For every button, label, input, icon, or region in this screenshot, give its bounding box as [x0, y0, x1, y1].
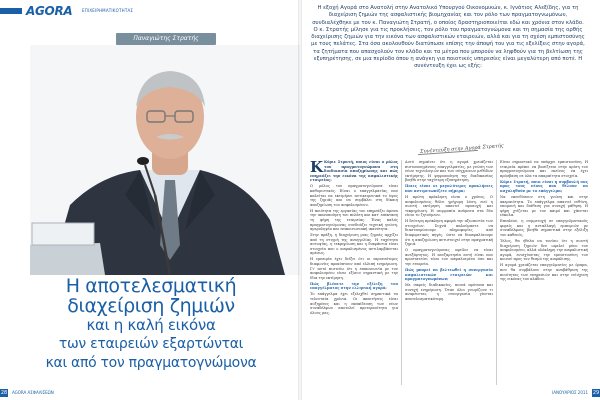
column-paragraph: Η πρώτη πρόκληση είναι ο χρόνος. Ο ασφαλισμένος θέλει γρήγορη λύση, ενώ η σωστή εκτίμηση απαιτεί προσοχή και τεκμηρίωση. Η ισορροπία ανάμεσα στα δύο είναι το ζητούμενο.: [405, 194, 493, 218]
magazine-subtitle: ΕΠΙΧΕΙΡΗΜΑΤΙΚΟΤΗΤΑΣ: [82, 8, 134, 13]
page-number-left: 28: [0, 390, 8, 396]
column-paragraph: [310, 282, 398, 291]
column-paragraph: Τέλος, θα ήθελα να τονίσω ότι η σωστή διαχείριση ζημιών δεν ωφελεί μόνο τον ασφαλισμένο, αλλά ολόκληρη την ασφαλιστική αγορά, ενισχύοντας την εμπιστοσύνη του κοινού προς τον θεσμό της ασφάλισης.: [500, 239, 588, 262]
article-body: [310, 160, 592, 385]
column-paragraph: Επιπλέον, η συμμετοχή σε επαγγελματικούς φορείς και η ανταλλαγή εμπειριών με συναδέλφους βοηθά σημαντικά στην εξέλιξη του καθενός.: [500, 219, 588, 238]
column-paragraph: [500, 180, 588, 194]
column-paragraph: Είναι σημαντικό να υπάρχει εμπιστοσύνη. Η εταιρεία πρέπει να βασίζεται στην κρίση του πραγματογνώμονα και εκείνος να έχει πρόσβαση σε όλα τα απαραίτητα στοιχεία.: [500, 160, 588, 178]
intro-paragraph: Η εξοχή Αγορά στο Ανατολή στην Ανατολικό Υπουργού Οικονομικών, κ. Ιγνάτιος Αλεξίδης, για τη διαχείριση ζημιών της ασφαλιστικής βιομηχανίας και τον ρόλο των πραγματογνωμόνων, συνδιαλέχθηκε με τον κ. Παναγιώτη Στρατή, ο οποίος δραστηριοποιείται εδώ και χρόνια στον κλάδο. Ο κ. Στρατής μίλησε για τις προκλήσεις, τον ρόλο του πραγματογνώμονα και τη σημασία της ορθής διαχείρισης ζημιών για την εικόνα των ασφαλιστικών εταιρειών, αλλά και για τη σχέση εμπιστοσύνης με τους πελάτες. Στα όσα ακολουθούν διατύπωσε επίσης την άποψή του για τις εξελίξεις στην αγορά, τα ζητήματα που απασχολούν τον κλάδο και τα μέτρα που μπορούν να ληφθούν για τη βελτίωση της εξυπηρέτησης, σε μια περίοδο όπου η ανάγκη για ποιοτικές υπηρεσίες είναι μεγαλύτερη από ποτέ. Η συνέντευξη έχει ως εξής:: [311, 5, 585, 70]
headline: [6, 276, 296, 373]
column-paragraph: Ο ρόλος του πραγματογνώμονα είναι καθοριστικός. Είναι ο επαγγελματίας που καλείται να εκτιμήσει αντικειμενικά το ύψος της ζημιάς και να συμβάλει στη δίκαιη αποζημίωση του ασφαλισμένου.: [310, 184, 398, 207]
masthead-bar: [0, 8, 22, 14]
page-spine: [298, 0, 302, 400]
column-paragraph: [405, 268, 493, 282]
question-text: Πώς βλέπετε την εξέλιξη του επαγγέλματος στην ελληνική αγορά;: [310, 281, 398, 291]
headline-line-2: διαχείριση ζημιών: [67, 295, 235, 317]
footer-right-text: ΙΑΝΟΥΑΡΙΟΣ 2011: [552, 390, 588, 395]
column-divider: [401, 160, 402, 385]
masthead: [0, 0, 300, 30]
headline-line-4: των εταιρειών εξαρτώνται: [58, 336, 244, 352]
article-column-1: [310, 160, 398, 385]
column-paragraph: Η ποιότητα της εργασίας του επηρεάζει άμεσα την ικανοποίηση του πελάτη και κατ' επέκταση τη φήμη της εταιρείας. Ένας καλός πραγματογνώμονας συνδυάζει τεχνική γνώση, αμεροληψία και επικοινωνιακή ικανότητα.: [310, 208, 398, 232]
column-paragraph: Να επενδύσουν στη γνώση και στην ακεραιότητα. Το επάγγελμα απαιτεί ευθύνη, υπομονή και διάθεση για συνεχή μάθηση. Η φήμη χτίζεται με τον καιρό και χάνεται εύκολα.: [500, 194, 588, 218]
headline-line-5: και από τον πραγματογνώμονα: [45, 355, 257, 371]
footer-left-text: AGORA ΑΣΦΑΛΙΣΕΩΝ: [12, 390, 54, 395]
column-paragraph: Ο πραγματογνώμονας οφείλει να είναι ανεξάρτητος. Η ανεξαρτησία αυτή είναι που προστατεύει τόσο τον ασφαλισμένο όσο και την εταιρεία.: [405, 248, 493, 267]
column-paragraph: Στην πράξη, η διαχείριση μιας ζημιάς αρχίζει από τη στιγμή της αναγγελίας. Η ταχύτητα αυτοψίας, η τεκμηρίωση και η διαφάνεια είναι στοιχεία που ο ασφαλισμένος αντιλαμβάνεται αμέσως.: [310, 233, 398, 256]
question-text: Πώς μπορεί να βελτιωθεί η συνεργασία ασφαλιστικών εταιρειών και πραγματογνωμόνων;: [405, 268, 493, 282]
question-text: Ποιες είναι οι μεγαλύτερες προκλήσεις που αντιμετωπίζετε σήμερα;: [405, 184, 493, 193]
article-column-3: [500, 160, 588, 385]
section-label-text: Παναγιώτης Στρατής: [133, 35, 199, 42]
author-signature: Συνέντευξη στην Αγορά Στρατής: [419, 143, 504, 155]
column-paragraph: [310, 160, 398, 183]
headline-line-3: και η καλή εικόνα: [86, 316, 216, 334]
column-paragraph: Αυτό σημαίνει ότι η αγορά χρειάζεται πιστοποιημένους επαγγελματίες, με γνώση των νέων τεχνολογιών και των σύγχρονων μεθόδων εκτίμησης. Η ψηφιοποίηση της διαδικασίας βοηθά στην ταχύτερη εξυπηρέτηση.: [405, 160, 493, 183]
page-number-right: 29: [592, 390, 600, 396]
column-paragraph: Η δεύτερη πρόκληση αφορά την αξιοπιστία των στοιχείων. Συχνά καλούμαστε να διασταυρώσουμε πληροφορίες από διαφορετικές πηγές, ώστε να διασφαλίσουμε ότι η αποζημίωση αντιστοιχεί στην πραγματική ζημιά.: [405, 219, 493, 247]
question-text: Κύριε Στρατή, ποια είναι η συμβουλή σας προς τους νέους που θέλουν να ασχοληθούν με το επάγγελμα;: [500, 179, 588, 193]
column-paragraph: [405, 184, 493, 193]
question-text: Κύριε Στρατή, ποιος είναι ο ρόλος του πραγματογνώμονα στη διαδικασία αποζημίωσης και πώς επηρεάζει την εικόνα της ασφαλιστικής εταιρείας;: [310, 160, 398, 183]
portrait-photo: [30, 45, 300, 275]
column-paragraph: Η εμπειρία έχει δείξει ότι οι περισσότερες διαφωνίες προκύπτουν από ελλιπή ενημέρωση. Γι' αυτό πιστεύω ότι η επικοινωνία με τον ασφαλισμένο είναι εξίσου σημαντική με την ίδια την εκτίμηση.: [310, 257, 398, 280]
headline-line-1: Η αποτελεσματική: [65, 275, 237, 297]
column-paragraph: Με σαφείς διαδικασίες, κοινά πρότυπα και συνεχή ενημέρωση. Όταν όλοι γνωρίζουν τι αναμένεται, η συνεργασία γίνεται αποτελεσματικότερη.: [405, 283, 493, 301]
column-paragraph: Το επάγγελμα έχει εξελιχθεί σημαντικά τα τελευταία χρόνια. Οι απαιτήσεις είναι αυξημένες και η εκπαίδευση των νέων συναδέλφων αποτελεί προτεραιότητα για όλους μας.: [310, 292, 398, 315]
drop-cap: Κ: [310, 160, 324, 176]
article-column-2: [405, 160, 493, 385]
section-label: [116, 33, 216, 45]
portrait-illustration: [30, 45, 300, 275]
column-divider: [496, 160, 497, 385]
column-paragraph: Η αγορά χρειάζεται επαγγελματίες με όραμα, που θα συμβάλουν στην αναβάθμιση της ποιότητας των υπηρεσιών και στην ενίσχυση της εικόνας του κλάδου.: [500, 263, 588, 282]
magazine-name: AGORA: [26, 4, 73, 18]
